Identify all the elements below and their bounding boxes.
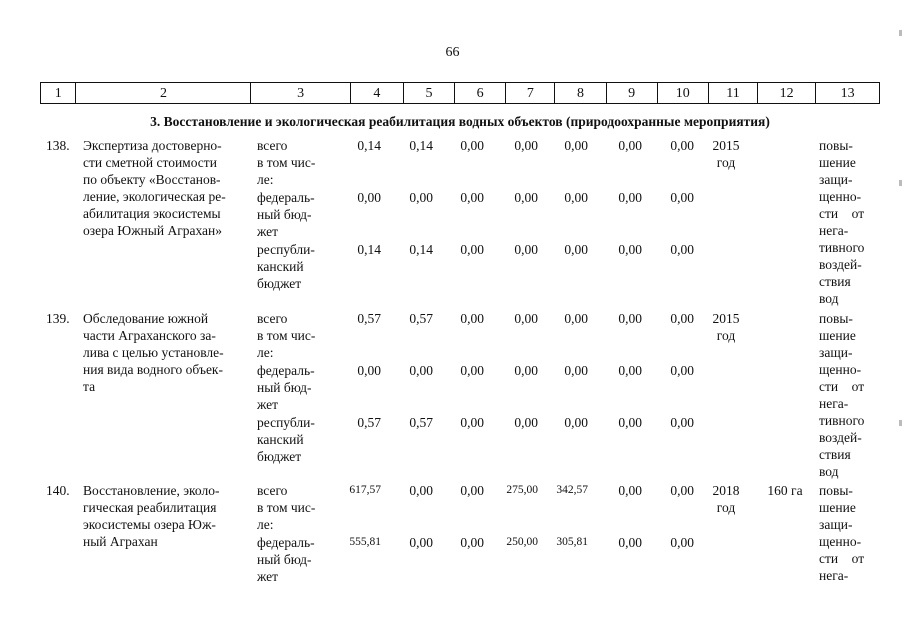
funding-label-line: всего <box>257 138 288 153</box>
funding-value-col-10: 0,00 <box>670 242 694 257</box>
result-line: нега- <box>819 223 849 238</box>
funding-value-col-10: 0,00 <box>670 190 694 205</box>
funding-value-col-9: 0,00 <box>618 138 642 153</box>
funding-value-col-4: 0,14 <box>357 138 381 153</box>
funding-value-col-5: 0,57 <box>409 415 433 430</box>
entry-number: 139. <box>46 311 70 326</box>
column-header-3: 3 <box>251 83 350 103</box>
result-line: сти от <box>819 206 865 221</box>
result-line: воздей- <box>819 257 862 272</box>
funding-value-col-9: 0,00 <box>618 363 642 378</box>
funding-value-col-7: 0,00 <box>514 242 538 257</box>
column-header-9: 9 <box>607 83 658 103</box>
result-line: защи- <box>819 517 853 532</box>
funding-value-col-6: 0,00 <box>460 363 484 378</box>
funding-value-col-10: 0,00 <box>670 483 694 498</box>
funding-value-col-10: 0,00 <box>670 363 694 378</box>
result-line: нега- <box>819 396 849 411</box>
result-line: тивного <box>819 413 865 428</box>
completion-year <box>702 482 750 516</box>
entry-description <box>83 482 251 550</box>
funding-label-line: ный бюд- <box>257 380 312 395</box>
funding-value-col-4: 0,57 <box>357 311 381 326</box>
funding-value-col-8: 0,00 <box>564 190 588 205</box>
funding-value-col-6: 0,00 <box>460 311 484 326</box>
funding-value-col-5: 0,00 <box>409 190 433 205</box>
description-line: части Аграханского за- <box>83 328 216 343</box>
result-line: повы- <box>819 311 853 326</box>
funding-label-line: в том чис- <box>257 328 316 343</box>
result-line: вод <box>819 464 839 479</box>
column-header-8: 8 <box>555 83 606 103</box>
result-line: шение <box>819 155 856 170</box>
funding-value-col-6: 0,00 <box>460 190 484 205</box>
completion-year <box>702 310 750 344</box>
funding-label-line: ле: <box>257 345 274 360</box>
result-line: щенно- <box>819 189 862 204</box>
description-line: та <box>83 379 96 394</box>
result-line: шение <box>819 500 856 515</box>
scan-mark <box>899 30 902 36</box>
funding-label-line: жет <box>257 569 279 584</box>
description-line: Экспертиза достоверно- <box>83 138 222 153</box>
entry-description <box>83 310 251 395</box>
description-line: Восстановление, эколо- <box>83 483 220 498</box>
funding-value-col-5: 0,00 <box>409 363 433 378</box>
funding-value-col-7: 250,00 <box>506 536 538 548</box>
funding-value-col-5: 0,00 <box>409 535 433 550</box>
result-line: воздей- <box>819 430 862 445</box>
section-title: 3. Восстановление и экологическая реабилитация водных объектов (природоохранные мероприятия) <box>150 114 770 129</box>
funding-value-col-6: 0,00 <box>460 138 484 153</box>
description-line: по объекту «Восстанов- <box>83 172 221 187</box>
result-line: повы- <box>819 483 853 498</box>
funding-value-col-5: 0,00 <box>409 483 433 498</box>
funding-value-col-4: 555,81 <box>349 536 381 548</box>
column-header-10: 10 <box>658 83 709 103</box>
result-line: сти от <box>819 551 865 566</box>
column-header-1: 1 <box>41 83 76 103</box>
expected-result <box>819 482 875 584</box>
funding-label-line: канский <box>257 432 304 447</box>
funding-label-line: всего <box>257 311 288 326</box>
funding-value-col-4: 617,57 <box>349 484 381 496</box>
funding-value-col-8: 305,81 <box>556 536 588 548</box>
funding-value-col-8: 342,57 <box>556 484 588 496</box>
description-line: экосистемы озера Юж- <box>83 517 216 532</box>
entry-number: 140. <box>46 483 70 498</box>
funding-label-line: ный бюд- <box>257 552 312 567</box>
description-line: ление, экологическая ре- <box>83 189 226 204</box>
funding-value-col-6: 0,00 <box>460 483 484 498</box>
result-line: нега- <box>819 568 849 583</box>
funding-value-col-10: 0,00 <box>670 138 694 153</box>
column-header-7: 7 <box>506 83 555 103</box>
year-line: 2015 <box>712 138 740 153</box>
funding-label-line: жет <box>257 224 279 239</box>
expected-result <box>819 310 875 480</box>
description-line: сти сметной стоимости <box>83 155 217 170</box>
funding-value-col-4: 0,00 <box>357 190 381 205</box>
result-line: вод <box>819 291 839 306</box>
year-line: год <box>716 328 736 343</box>
column-header-5: 5 <box>404 83 455 103</box>
funding-value-col-8: 0,00 <box>564 242 588 257</box>
funding-value-col-9: 0,00 <box>618 311 642 326</box>
funding-label-line: республи- <box>257 415 315 430</box>
funding-label-line: ле: <box>257 517 274 532</box>
result-line: защи- <box>819 172 853 187</box>
funding-value-col-7: 0,00 <box>514 415 538 430</box>
result-line: ствия <box>819 274 851 289</box>
funding-value-col-7: 0,00 <box>514 363 538 378</box>
funding-value-col-5: 0,57 <box>409 311 433 326</box>
description-line: лива с целью установле- <box>83 345 224 360</box>
funding-label-line: федераль- <box>257 535 315 550</box>
column-header-row <box>40 82 880 104</box>
funding-label-line: ле: <box>257 172 274 187</box>
year-line: 2018 <box>712 483 740 498</box>
funding-value-col-7: 0,00 <box>514 138 538 153</box>
funding-value-col-7: 275,00 <box>506 484 538 496</box>
year-line: год <box>716 500 736 515</box>
funding-value-col-7: 0,00 <box>514 311 538 326</box>
result-line: защи- <box>819 345 853 360</box>
funding-value-col-8: 0,00 <box>564 415 588 430</box>
funding-label-line: бюджет <box>257 449 302 464</box>
funding-value-col-6: 0,00 <box>460 415 484 430</box>
funding-value-col-10: 0,00 <box>670 311 694 326</box>
funding-value-col-9: 0,00 <box>618 483 642 498</box>
funding-value-col-8: 0,00 <box>564 138 588 153</box>
completion-year <box>702 137 750 171</box>
entry-number: 138. <box>46 138 70 153</box>
area-value: 160 га <box>767 483 803 498</box>
page-number: 66 <box>445 45 460 60</box>
funding-label-line: федераль- <box>257 363 315 378</box>
funding-value-col-9: 0,00 <box>618 535 642 550</box>
result-line: щенно- <box>819 362 862 377</box>
funding-value-col-4: 0,14 <box>357 242 381 257</box>
funding-label-line: жет <box>257 397 279 412</box>
result-line: повы- <box>819 138 853 153</box>
funding-value-col-9: 0,00 <box>618 190 642 205</box>
result-line: шение <box>819 328 856 343</box>
funding-value-col-4: 0,00 <box>357 363 381 378</box>
column-header-12: 12 <box>758 83 816 103</box>
funding-value-col-8: 0,00 <box>564 311 588 326</box>
funding-value-col-9: 0,00 <box>618 242 642 257</box>
funding-label-line: в том чис- <box>257 500 316 515</box>
funding-value-col-10: 0,00 <box>670 415 694 430</box>
funding-value-col-5: 0,14 <box>409 138 433 153</box>
column-header-11: 11 <box>709 83 758 103</box>
description-line: абилитация экосистемы <box>83 206 221 221</box>
result-line: ствия <box>819 447 851 462</box>
scan-mark <box>899 180 902 186</box>
column-header-13: 13 <box>840 86 855 101</box>
result-line: сти от <box>819 379 865 394</box>
funding-value-col-5: 0,14 <box>409 242 433 257</box>
column-header-4: 4 <box>351 83 404 103</box>
funding-value-col-6: 0,00 <box>460 535 484 550</box>
scan-mark <box>899 420 902 426</box>
funding-label-line: всего <box>257 483 288 498</box>
result-line: щенно- <box>819 534 862 549</box>
funding-value-col-7: 0,00 <box>514 190 538 205</box>
year-line: год <box>716 155 736 170</box>
year-line: 2015 <box>712 311 740 326</box>
description-line: ный Аграхан <box>83 534 158 549</box>
column-header-2: 2 <box>76 83 251 103</box>
funding-value-col-6: 0,00 <box>460 242 484 257</box>
funding-value-col-9: 0,00 <box>618 415 642 430</box>
funding-label-line: канский <box>257 259 304 274</box>
description-line: гическая реабилитация <box>83 500 217 515</box>
expected-result <box>819 137 875 307</box>
funding-value-col-10: 0,00 <box>670 535 694 550</box>
funding-label-line: бюджет <box>257 276 302 291</box>
result-line: тивного <box>819 240 865 255</box>
description-line: Обследование южной <box>83 311 209 326</box>
funding-label-line: в том чис- <box>257 155 316 170</box>
entry-description <box>83 137 251 239</box>
description-line: озера Южный Аграхан» <box>83 223 223 238</box>
description-line: ния вида водного объек- <box>83 362 223 377</box>
column-header-6: 6 <box>455 83 506 103</box>
funding-value-col-8: 0,00 <box>564 363 588 378</box>
funding-label-line: республи- <box>257 242 315 257</box>
funding-label-line: федераль- <box>257 190 315 205</box>
funding-label-line: ный бюд- <box>257 207 312 222</box>
funding-value-col-4: 0,57 <box>357 415 381 430</box>
